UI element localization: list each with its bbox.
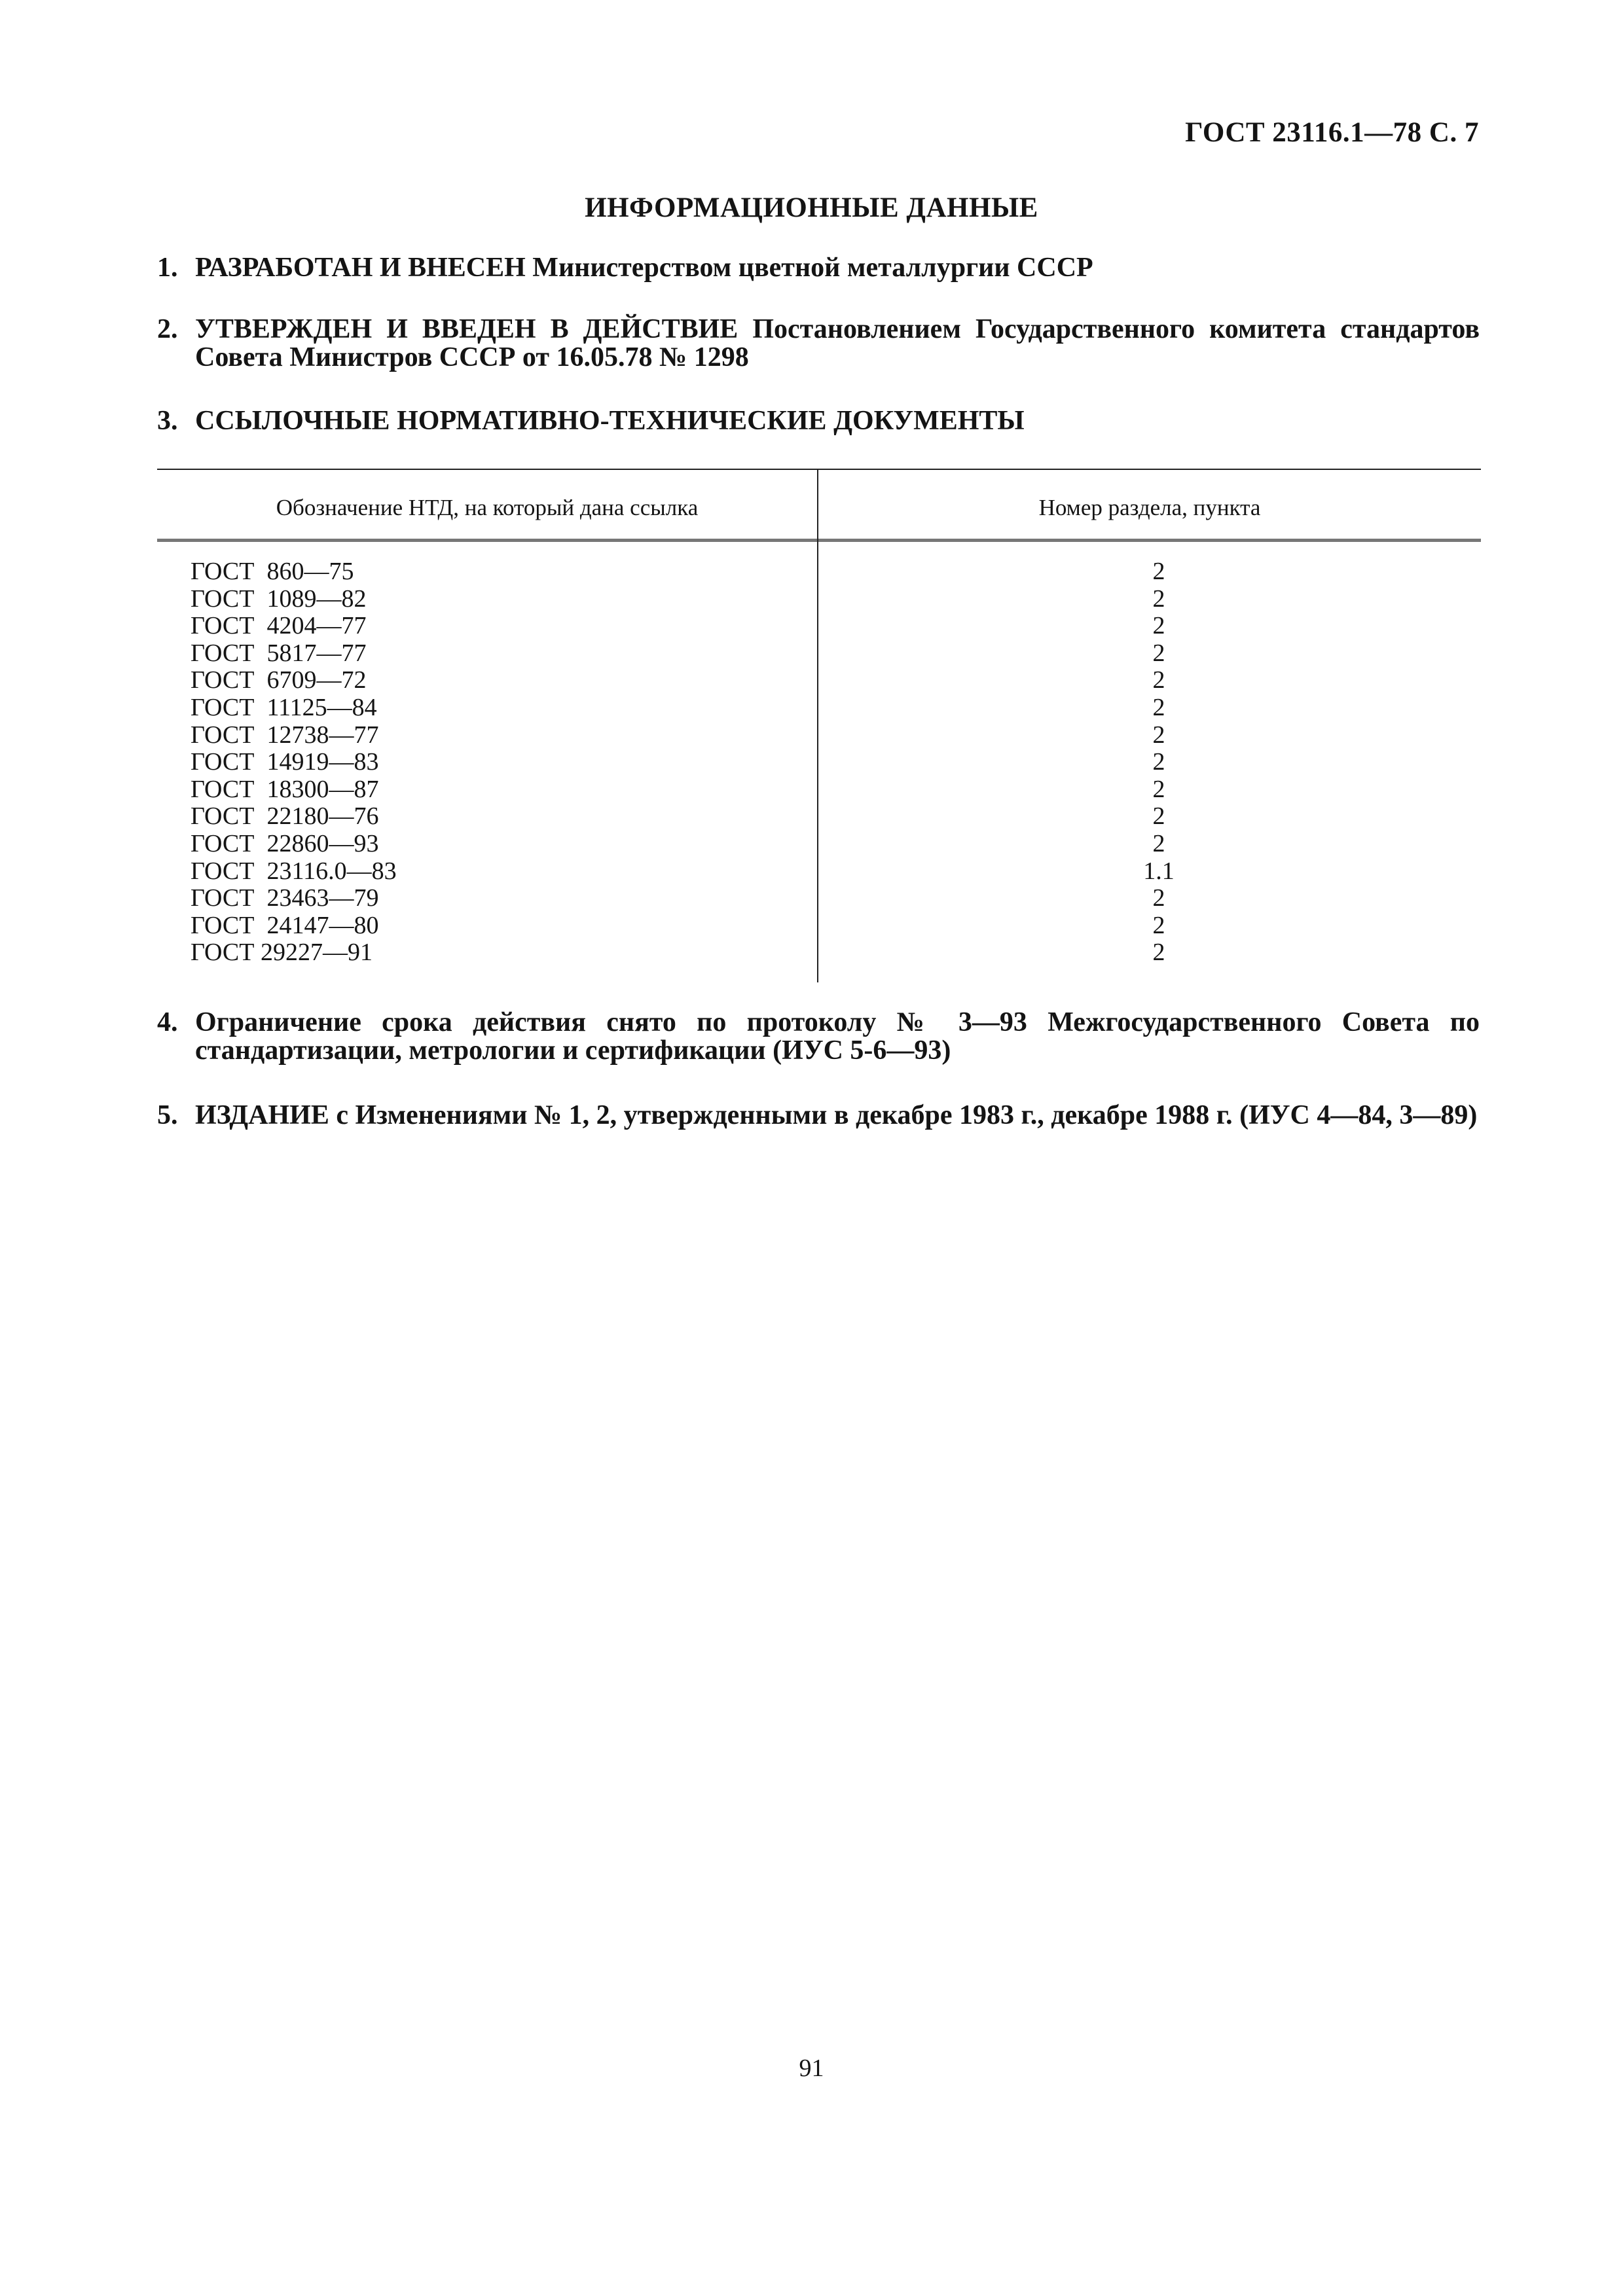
document-cell: ГОСТ 24147—80 [191, 911, 379, 939]
document-cell: ГОСТ 14919—83 [191, 748, 379, 776]
section-cell: 2 [1152, 748, 1165, 776]
page-number: 91 [799, 2054, 824, 2082]
table-row [157, 558, 1481, 586]
table-header-rule [157, 539, 1481, 542]
document-cell: ГОСТ 860—75 [191, 558, 354, 585]
item-text: ССЫЛОЧНЫЕ НОРМАТИВНО-ТЕХНИЧЕСКИЕ ДОКУМЕНТЫ [195, 406, 1025, 436]
table-row [157, 885, 1481, 912]
document-cell: ГОСТ 11125—84 [191, 693, 377, 721]
section-cell: 1.1 [1143, 857, 1175, 885]
column-header-document: Обозначение НТД, на который дана ссылка [276, 495, 699, 520]
info-item-developed [157, 254, 1480, 282]
item-number: 3. [157, 406, 178, 436]
document-cell: ГОСТ 4204—77 [191, 612, 367, 640]
table-row [157, 640, 1481, 668]
section-cell: 2 [1152, 721, 1165, 749]
info-item-edition [157, 1102, 1480, 1130]
document-cell: ГОСТ 29227—91 [191, 939, 373, 967]
item-text: УТВЕРЖДЕН И ВВЕДЕН В ДЕЙСТВИЕ Постановлением Государственного комитета стандартов Совета Министров СССР от 16.05.78 № 1298 [195, 314, 1480, 372]
table-row [157, 776, 1481, 804]
section-cell: 2 [1152, 639, 1165, 667]
table-row [157, 803, 1481, 831]
document-code: ГОСТ 23116.1—78 С. 7 [1185, 117, 1479, 148]
table-row [157, 831, 1481, 858]
table-row [157, 667, 1481, 694]
document-cell: ГОСТ 23116.0—83 [191, 857, 397, 885]
table-row [157, 939, 1481, 967]
item-number: 1. [157, 253, 178, 283]
document-cell: ГОСТ 23463—79 [191, 884, 379, 912]
section-cell: 2 [1152, 884, 1165, 912]
item-number: 5. [157, 1100, 178, 1130]
section-cell: 2 [1152, 558, 1165, 585]
item-text: ИЗДАНИЕ с Изменениями № 1, 2, утвержденными в декабре 1983 г., декабре 1988 г. (ИУС 4—84, 3—89) [195, 1100, 1478, 1130]
document-cell: ГОСТ 6709—72 [191, 666, 367, 694]
table-body [157, 558, 1481, 967]
item-number: 4. [157, 1007, 178, 1037]
section-cell: 2 [1152, 584, 1165, 613]
section-title: ИНФОРМАЦИОННЫЕ ДАННЫЕ [585, 192, 1038, 223]
document-cell: ГОСТ 22860—93 [191, 829, 379, 857]
document-cell: ГОСТ 18300—87 [191, 775, 379, 803]
table-top-rule [157, 469, 1481, 470]
section-cell: 2 [1152, 911, 1165, 939]
info-item-approved [157, 315, 1480, 372]
table-row [157, 613, 1481, 640]
document-cell: ГОСТ 22180—76 [191, 802, 379, 831]
table-row [157, 912, 1481, 940]
section-cell: 2 [1152, 939, 1165, 967]
document-cell: ГОСТ 5817—77 [191, 639, 367, 667]
section-cell: 2 [1152, 775, 1165, 803]
table-row [157, 749, 1481, 776]
table-row [157, 722, 1481, 749]
item-text: Ограничение срока действия снято по протоколу № 3—93 Межгосударственного Совета по стандартизации, метрологии и сертификации (ИУС 5-6—93) [195, 1007, 1480, 1066]
section-cell: 2 [1152, 693, 1165, 721]
section-cell: 2 [1152, 612, 1165, 640]
section-cell: 2 [1152, 666, 1165, 694]
item-number: 2. [157, 314, 178, 344]
table-row [157, 858, 1481, 886]
table-row [157, 586, 1481, 613]
column-header-section: Номер раздела, пункта [1038, 495, 1261, 520]
info-item-references [157, 407, 1480, 435]
section-cell: 2 [1152, 802, 1165, 831]
info-item-validity [157, 1009, 1480, 1065]
table-row [157, 694, 1481, 722]
section-cell: 2 [1152, 829, 1165, 857]
references-table [157, 469, 1481, 982]
item-text: РАЗРАБОТАН И ВНЕСЕН Министерством цветной металлургии СССР [195, 253, 1093, 283]
document-cell: ГОСТ 1089—82 [191, 584, 367, 613]
document-cell: ГОСТ 12738—77 [191, 721, 379, 749]
